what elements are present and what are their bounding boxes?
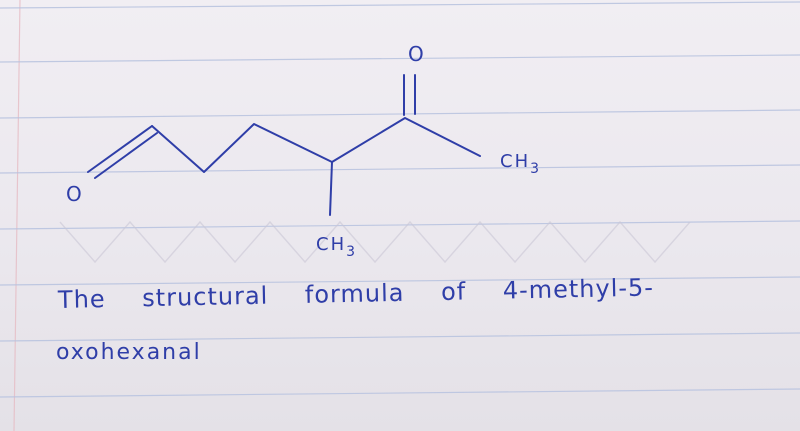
skeletal-formula bbox=[88, 75, 480, 215]
main-chain bbox=[152, 118, 480, 172]
caption-line-2: oxohexanal bbox=[56, 340, 202, 365]
carbonyl-oxygen-label: O bbox=[408, 42, 426, 66]
methyl-end-label bbox=[500, 151, 540, 177]
ruled-lines bbox=[0, 2, 800, 397]
methyl-branch-ch: CH bbox=[316, 234, 347, 255]
methyl-end-subscript: 3 bbox=[530, 161, 540, 177]
aldehyde-double-bond-a bbox=[88, 126, 152, 172]
methyl-branch-subscript: 3 bbox=[346, 244, 356, 260]
margin-line bbox=[14, 0, 20, 431]
caption-line-1: The structural formula of 4-methyl-5- bbox=[57, 273, 655, 314]
methyl-branch-label bbox=[316, 234, 356, 260]
aldehyde-oxygen-label: O bbox=[66, 182, 84, 206]
methyl-end-ch: CH bbox=[500, 151, 531, 172]
